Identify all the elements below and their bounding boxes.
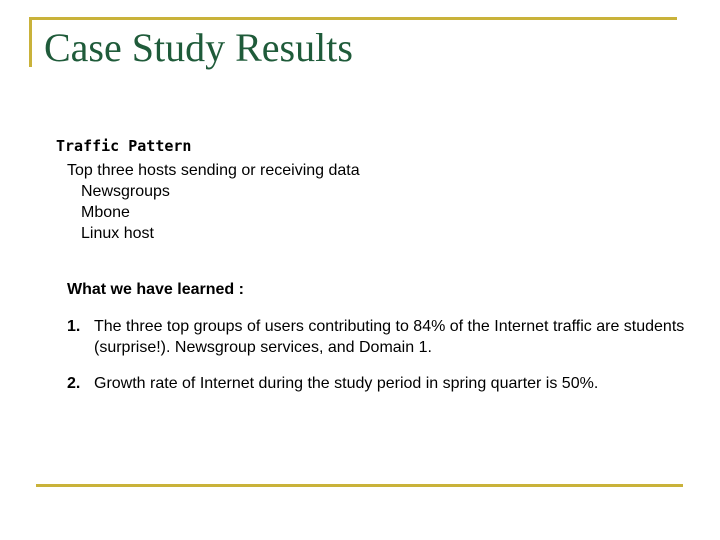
list-item: Newsgroups bbox=[81, 183, 170, 200]
learned-point-2 bbox=[67, 373, 694, 394]
hosts-intro: Top three hosts sending or receiving data bbox=[67, 162, 360, 179]
frame-top-rule bbox=[29, 17, 677, 20]
point-number: 1. bbox=[67, 318, 81, 335]
list-item: Mbone bbox=[81, 204, 130, 221]
frame-bottom-rule bbox=[36, 484, 683, 487]
section-subheading: Traffic Pattern bbox=[56, 137, 192, 155]
hosts-list bbox=[81, 182, 170, 245]
list-item: Linux host bbox=[81, 225, 154, 242]
point-number: 2. bbox=[67, 375, 81, 392]
point-text: The three top groups of users contributing to 84% of the Internet traffic are students (surprise!). Newsgroup services, and Domain 1. bbox=[94, 318, 685, 356]
learned-point-1 bbox=[67, 316, 694, 358]
point-text: Growth rate of Internet during the study period in spring quarter is 50%. bbox=[94, 375, 599, 392]
slide-title: Case Study Results bbox=[44, 25, 353, 70]
learned-heading: What we have learned : bbox=[67, 281, 244, 298]
frame-left-rule bbox=[29, 17, 32, 67]
